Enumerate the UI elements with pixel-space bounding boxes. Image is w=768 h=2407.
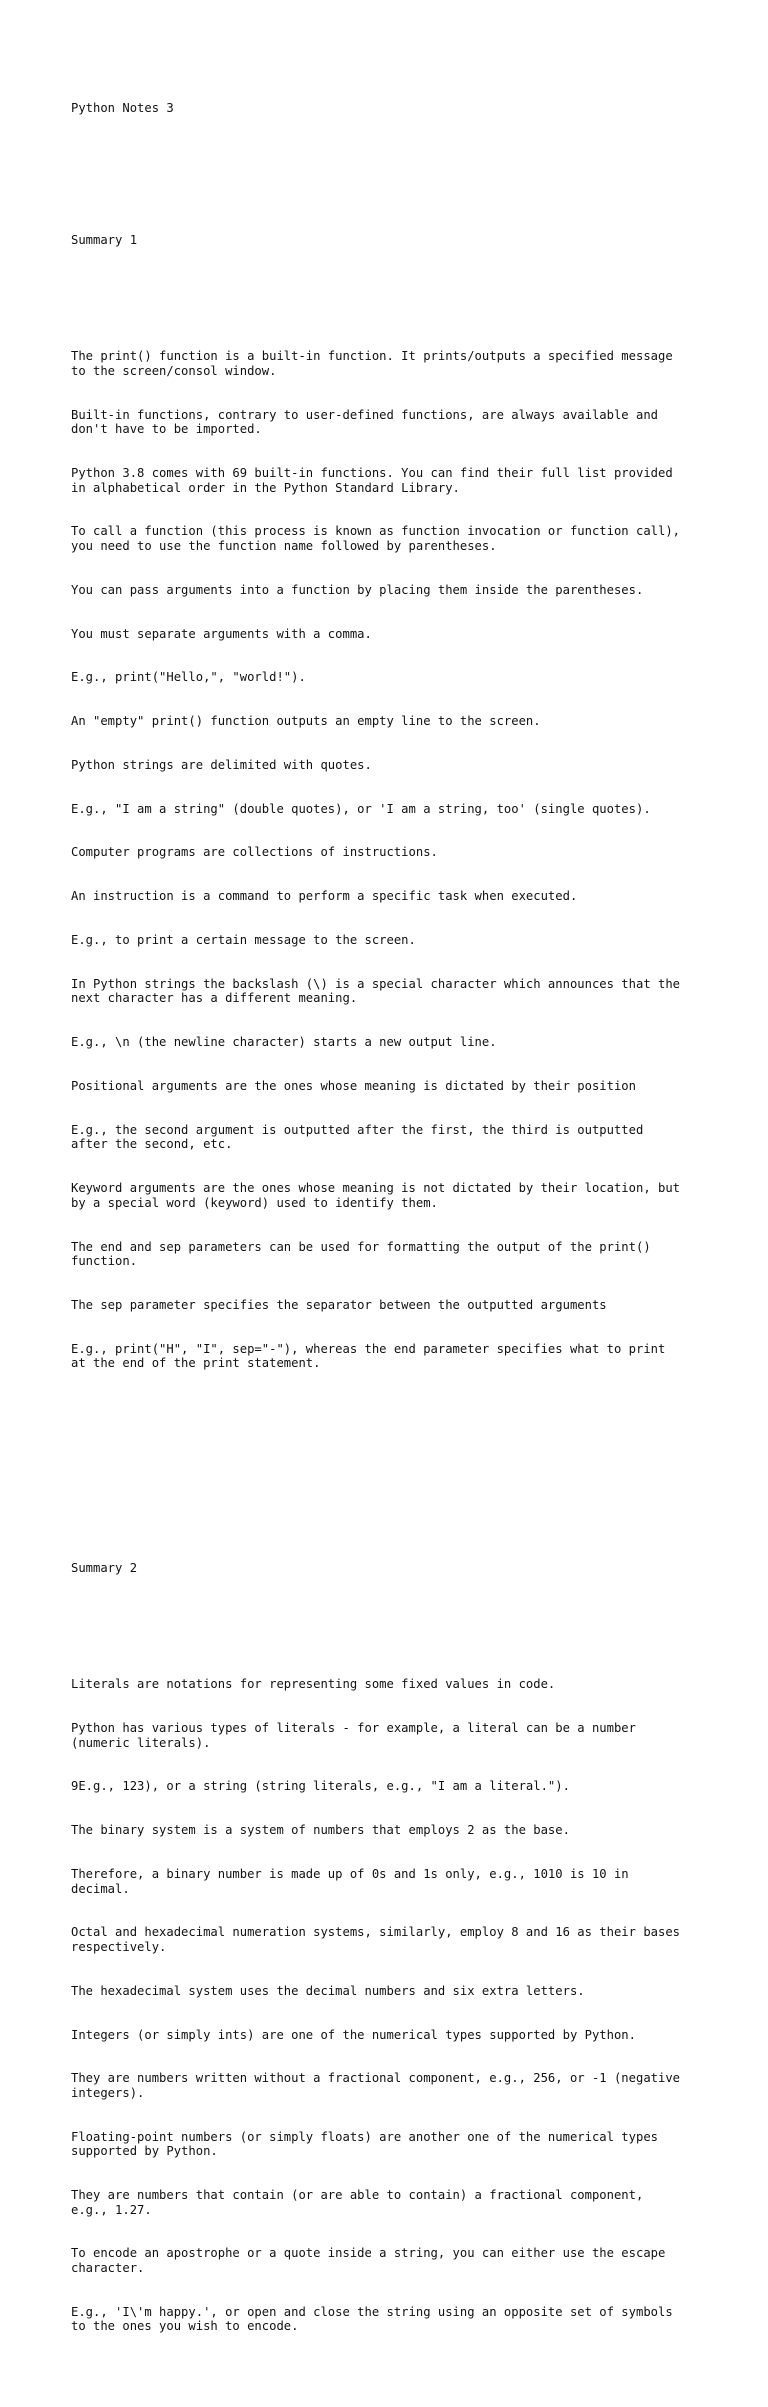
text-line: Keyword arguments are the ones whose meaning is not dictated by their location, but by a special word (keyword) used to identify them. [71,1181,681,1210]
section-body [71,320,731,1400]
spacer [71,1473,731,1488]
text-line: Python 3.8 comes with 69 built-in functions. You can find their full list provided in alphabetical order in the Python Standard Library. [71,466,673,495]
text-line: To encode an apostrophe or a quote inside a string, you can either use the escape character. [71,2246,666,2276]
text-line: Literals are notations for representing some fixed values in code. [71,1677,556,1692]
section-body [71,1648,731,2363]
text-line: You must separate arguments with a comma. [71,626,372,641]
text-line: Octal and hexadecimal numeration systems, similarly, employ 8 and 16 as their bases respectively. [71,1925,681,1954]
text-line: 9E.g., 123), or a string (string literals, e.g., "I am a literal."). [71,1779,570,1794]
text-line: Computer programs are collections of instructions. [71,845,438,860]
section-summary-2 [71,1531,731,2392]
text-line: E.g., "I am a string" (double quotes), or 'I am a string, too' (single quotes). [71,801,651,816]
text-line: They are numbers that contain (or are able to contain) a fractional component, e.g., 1.27. [71,2188,644,2217]
document-page [71,72,731,2407]
text-line: In Python strings the backslash (\) is a special character which announces that the next character has a different meaning. [71,976,681,1006]
text-line: Built-in functions, contrary to user-defined functions, are always available and don't have to be imported. [71,407,658,437]
text-line: To call a function (this process is known as function invocation or function call), you need to use the function name followed by parentheses. [71,524,681,553]
text-line: E.g., print("Hello,", "world!"). [71,670,306,685]
section-summary-1 [71,203,731,1429]
text-line: E.g., \n (the newline character) starts a new output line. [71,1035,497,1050]
text-line: The sep parameter specifies the separator between the outputted arguments [71,1297,607,1312]
text-line: E.g., 'I\'m happy.', or open and close the string using an opposite set of symbols to the ones you wish to encode. [71,2304,673,2334]
section-heading: Summary 1 [71,232,138,247]
text-line: An "empty" print() function outputs an empty line to the screen. [71,714,541,729]
document-title: Python Notes 3 [71,101,174,116]
text-line: The hexadecimal system uses the decimal numbers and six extra letters. [71,1983,585,1998]
text-line: You can pass arguments into a function by placing them inside the parentheses. [71,582,644,597]
text-line: E.g., the second argument is outputted after the first, the third is outputted after the second, etc. [71,1122,644,1152]
text-line: Integers (or simply ints) are one of the numerical types supported by Python. [71,2027,636,2042]
text-line: An instruction is a command to perform a specific task when executed. [71,889,578,904]
text-line: E.g., to print a certain message to the screen. [71,933,416,948]
spacer [71,145,731,160]
text-line: The end and sep parameters can be used for formatting the output of the print() function. [71,1239,651,1269]
section-heading: Summary 2 [71,1560,138,1575]
spacer [71,276,731,291]
spacer [71,1604,731,1619]
text-line: Python strings are delimited with quotes. [71,757,372,772]
text-line: Positional arguments are the ones whose meaning is dictated by their position [71,1078,636,1093]
text-line: The print() function is a built-in function. It prints/outputs a specified message to the screen/consol window. [71,349,673,378]
text-line: The binary system is a system of numbers that employs 2 as the base. [71,1823,570,1838]
text-line: They are numbers written without a fractional component, e.g., 256, or -1 (negative integers). [71,2071,681,2100]
text-line: E.g., print("H", "I", sep="-"), whereas the end parameter specifies what to print at the end of the print statement. [71,1341,666,1371]
text-line: Therefore, a binary number is made up of 0s and 1s only, e.g., 1010 is 10 in decimal. [71,1867,629,1896]
text-line: Python has various types of literals - for example, a literal can be a number (numeric literals). [71,1721,636,1750]
text-line: Floating-point numbers (or simply floats) are another one of the numerical types supported by Python. [71,2129,658,2159]
